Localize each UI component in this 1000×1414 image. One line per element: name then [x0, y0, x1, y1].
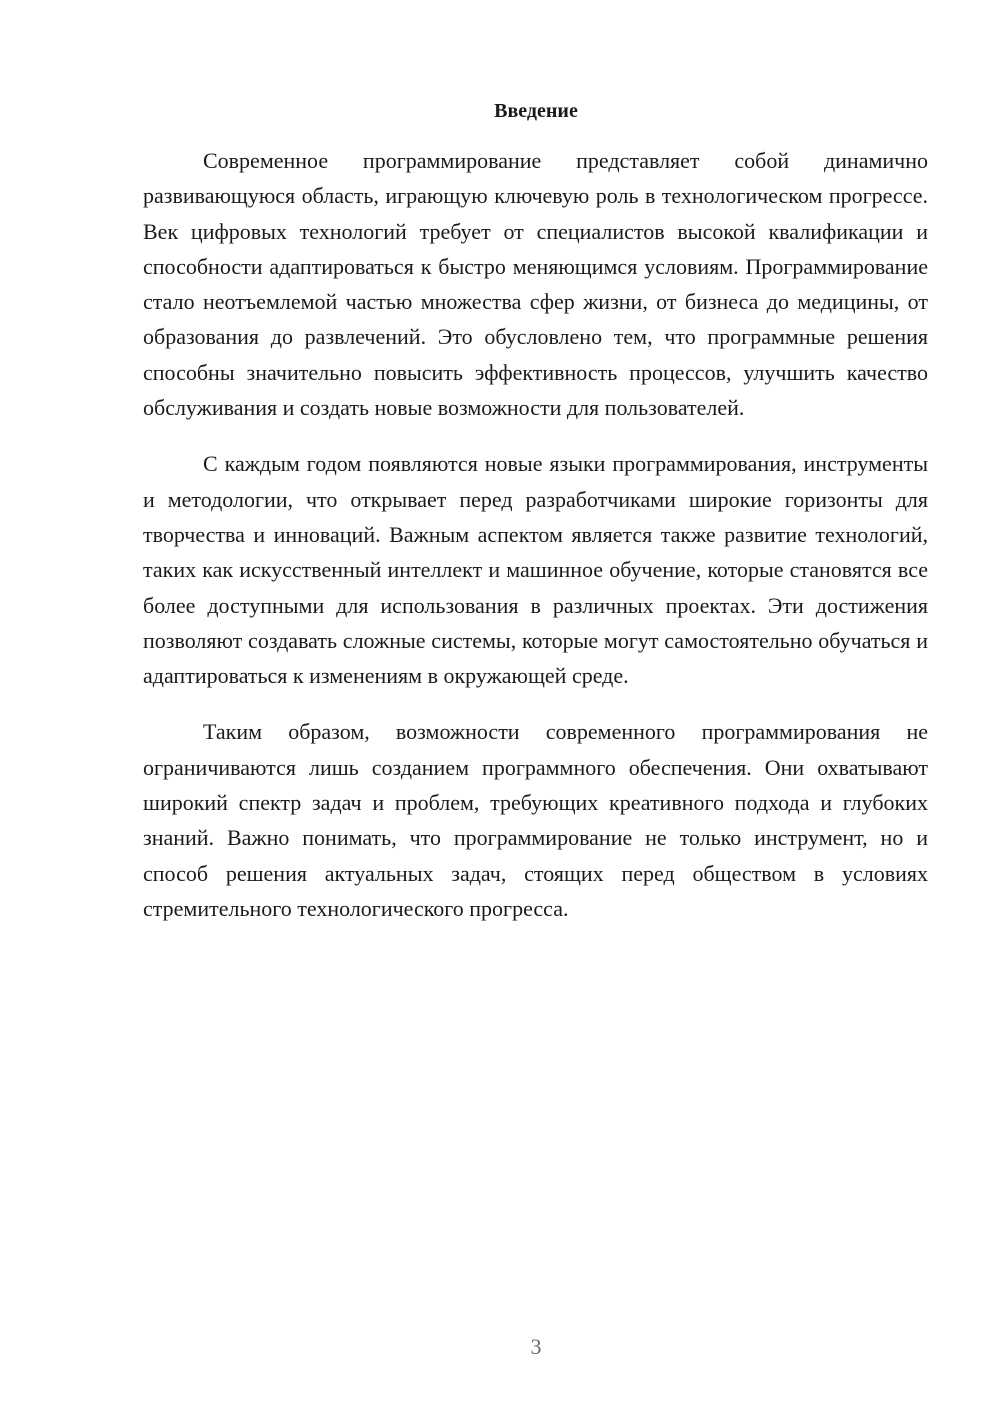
body-text	[143, 143, 928, 947]
paragraph-2: С каждым годом появляются новые языки программирования, инструменты и методологии, что открывает перед разработчиками широкие горизонты для творчества и инноваций. Важным аспектом является также развитие технологий, таких как искусственный интеллект и машинное обучение, которые становятся все более доступными для использования в различных проектах. Эти достижения позволяют создавать сложные системы, которые могут самостоятельно обучаться и адаптироваться к изменениям в окружающей среде.	[143, 451, 928, 689]
section-title: Введение	[494, 100, 578, 122]
paragraph-1: Современное программирование представляет собой динамично развивающуюся область, играющую ключевую роль в технологическом прогрессе. Век цифровых технологий требует от специалистов высокой квалификации и способности адаптироваться к быстро меняющимся условиям. Программирование стало неотъемлемой частью множества сфер жизни, от бизнеса до медицины, от образования до развлечений. Это обусловлено тем, что программные решения способны значительно повысить эффективность процессов, улучшить качество обслуживания и создать новые возможности для пользователей.	[143, 148, 928, 421]
paragraph-3: Таким образом, возможности современного программирования не ограничиваются лишь созданием программного обеспечения. Они охватывают широкий спектр задач и проблем, требующих креативного подхода и глубоких знаний. Важно понимать, что программирование не только инструмент, но и способ решения актуальных задач, стоящих перед обществом в условиях стремительного технологического прогресса.	[143, 719, 928, 921]
page-number: 3	[530, 1334, 542, 1359]
